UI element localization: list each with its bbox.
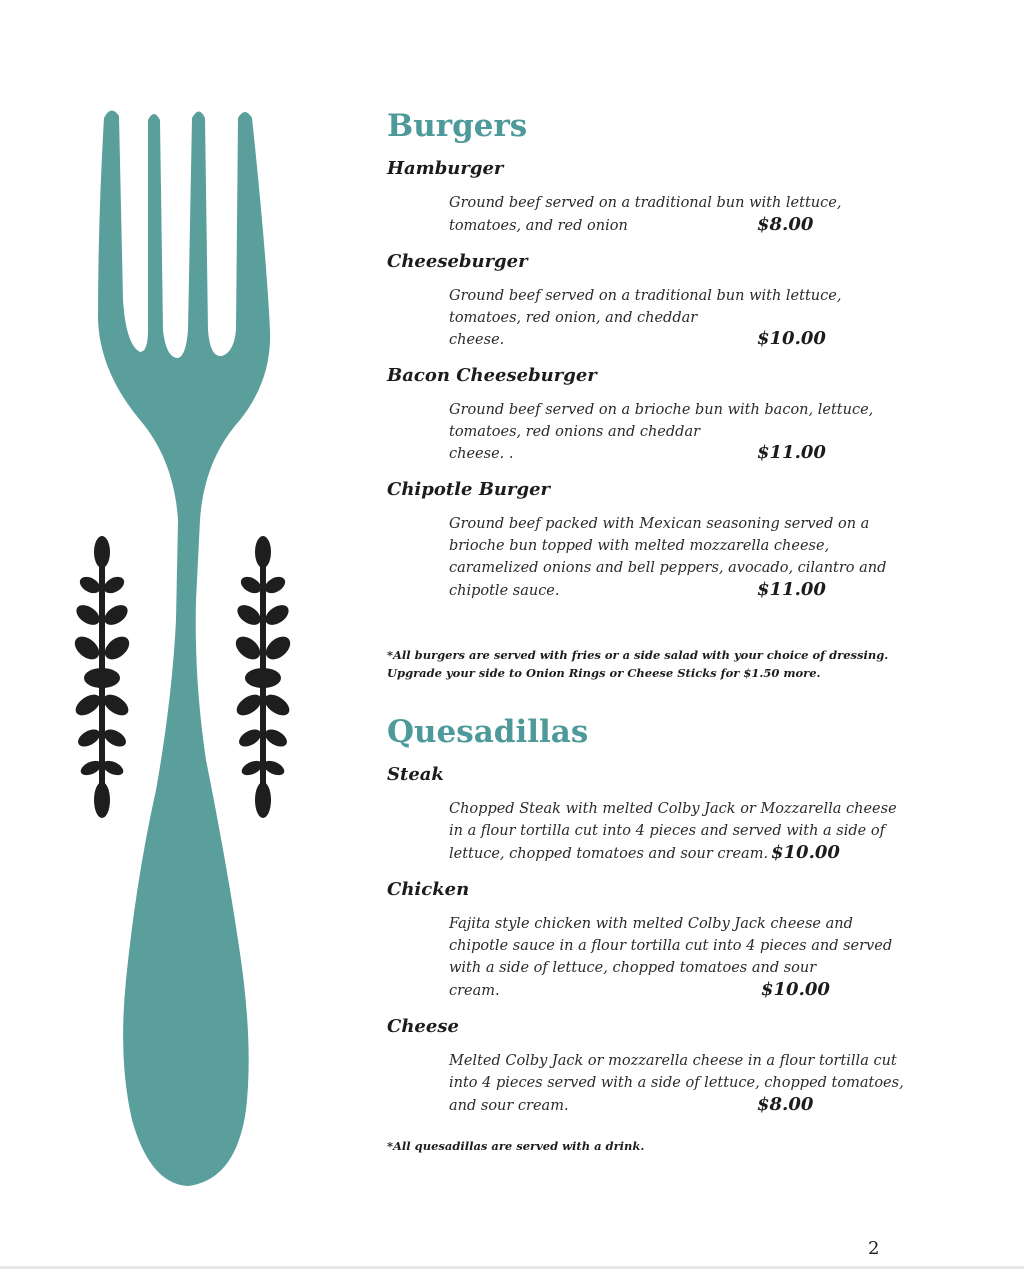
description-line: caramelized onions and bell peppers, avocado, cilantro and	[449, 560, 887, 576]
leaf-sprig-icon	[231, 536, 294, 818]
item-description-hamburger	[449, 192, 987, 237]
description-line: in a flour tortilla cut into 4 pieces and served with a side of	[449, 823, 885, 839]
section-title-quesadillas: Quesadillas	[387, 714, 589, 750]
description-line: brioche bun topped with melted mozzarella cheese,	[449, 538, 830, 554]
burgers-note-upgrade: Upgrade your side to Onion Rings or Cheese Sticks for $1.50 more.	[387, 666, 821, 680]
description-line: chipotle sauce in a flour tortilla cut into 4 pieces and served	[449, 938, 893, 954]
description-line: Ground beef served on a traditional bun with lettuce,	[449, 195, 842, 211]
item-description-cheese	[449, 1050, 987, 1117]
description-line: into 4 pieces served with a side of lettuce, chopped tomatoes,	[449, 1075, 904, 1091]
item-name-chipotle-burger: Chipotle Burger	[387, 479, 551, 500]
description-line-last: cream.	[449, 983, 500, 999]
description-line: Ground beef served on a brioche bun with bacon, lettuce,	[449, 402, 874, 418]
item-name-bacon-cheeseburger: Bacon Cheeseburger	[387, 365, 597, 386]
description-line: Fajita style chicken with melted Colby Jack cheese and	[449, 916, 853, 932]
page-number: 2	[868, 1238, 880, 1259]
menu-content	[387, 108, 987, 1155]
section-title-burgers: Burgers	[387, 108, 528, 144]
item-price-hamburger: $8.00	[757, 214, 814, 235]
item-name-cheese: Cheese	[387, 1016, 459, 1037]
description-line	[449, 979, 987, 1002]
description-line	[449, 1094, 987, 1117]
description-line: Ground beef packed with Mexican seasoning served on a	[449, 516, 870, 532]
item-description-steak	[449, 798, 987, 865]
leaf-sprig-icon	[70, 536, 133, 818]
item-description-chicken	[449, 913, 987, 1002]
description-line: Chopped Steak with melted Colby Jack or Mozzarella cheese	[449, 801, 897, 817]
description-line	[449, 214, 987, 237]
description-line-last: tomatoes, red onion, and cheddar cheese.	[449, 310, 698, 348]
item-price-chipotle-burger: $11.00	[757, 579, 826, 600]
quesadillas-note: *All quesadillas are served with a drink.	[387, 1139, 645, 1153]
description-line: Melted Colby Jack or mozzarella cheese in a flour tortilla cut	[449, 1053, 897, 1069]
description-line	[449, 842, 987, 865]
item-price-chicken: $10.00	[761, 979, 830, 1000]
description-line	[449, 421, 987, 465]
item-description-chipotle-burger	[449, 513, 987, 602]
item-price-bacon-cheeseburger: $11.00	[757, 442, 826, 463]
burgers-note: *All burgers are served with fries or a side salad with your choice of dressing.	[387, 648, 889, 662]
description-line-last: chipotle sauce.	[449, 583, 560, 599]
description-line: with a side of lettuce, chopped tomatoes and sour	[449, 960, 817, 976]
item-price-cheese: $8.00	[757, 1094, 814, 1115]
description-line-last: lettuce, chopped tomatoes and sour cream.	[449, 846, 769, 862]
description-line	[449, 307, 987, 351]
item-name-cheeseburger: Cheeseburger	[387, 251, 528, 272]
item-description-bacon-cheeseburger	[449, 399, 987, 465]
description-line-last: and sour cream.	[449, 1098, 569, 1114]
item-description-cheeseburger	[449, 285, 987, 351]
description-line: Ground beef served on a traditional bun with lettuce,	[449, 288, 842, 304]
item-name-hamburger: Hamburger	[387, 158, 504, 179]
description-line	[449, 579, 987, 602]
item-price-cheeseburger: $10.00	[757, 328, 826, 349]
item-name-steak: Steak	[387, 764, 444, 785]
item-price-steak: $10.00	[771, 842, 840, 863]
fork-illustration	[0, 0, 360, 1269]
item-name-chicken: Chicken	[387, 879, 470, 900]
description-line-last: tomatoes, red onions and cheddar cheese. .	[449, 424, 701, 462]
description-line-last: tomatoes, and red onion	[449, 218, 628, 234]
